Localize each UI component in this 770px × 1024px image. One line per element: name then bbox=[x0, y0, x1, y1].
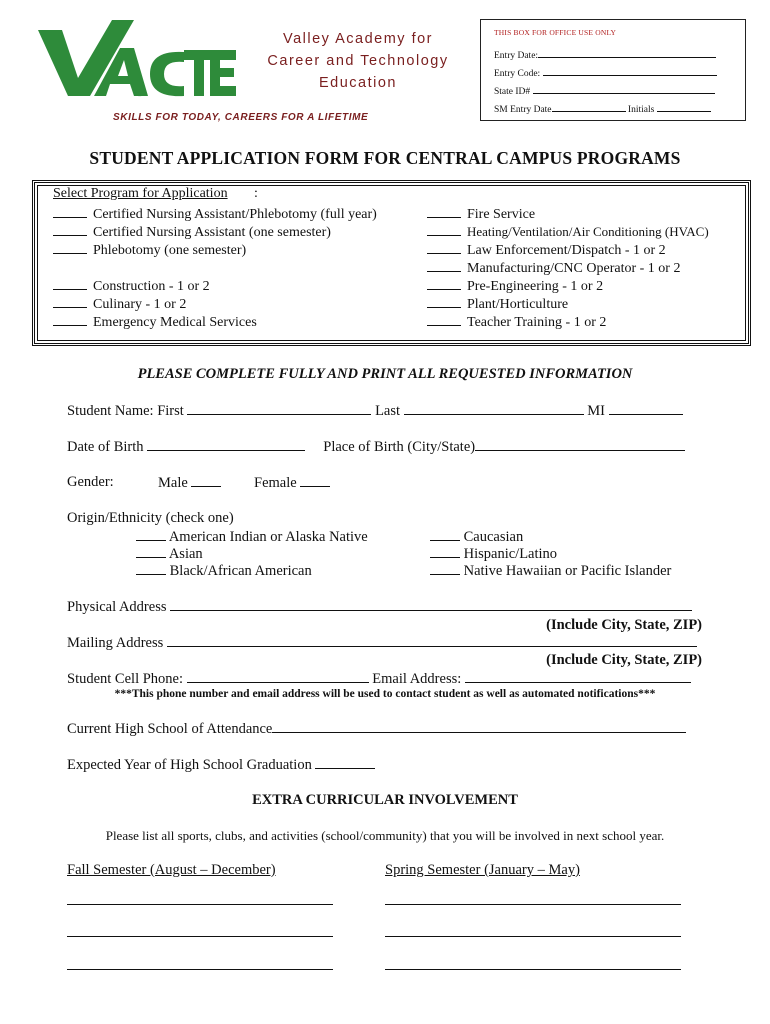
first-name-field[interactable] bbox=[187, 402, 371, 415]
logo-e-shape bbox=[210, 50, 236, 96]
high-school-label: Current High School of Attendance bbox=[67, 721, 273, 737]
checkbox-blank[interactable] bbox=[53, 223, 87, 236]
ethnicity-option[interactable]: Native Hawaiian or Pacific Islander bbox=[430, 562, 671, 580]
cell-phone-label: Student Cell Phone: bbox=[67, 671, 183, 687]
fall-activity-line[interactable] bbox=[67, 969, 333, 970]
ethnicity-option[interactable]: Caucasian bbox=[430, 528, 523, 546]
ethnicity-option[interactable]: Black/African American bbox=[136, 562, 312, 580]
initials-label: Initials bbox=[627, 105, 655, 115]
school-name-line1: Valley Academy for bbox=[282, 31, 434, 47]
gender-female[interactable] bbox=[254, 474, 330, 492]
ethnicity-option[interactable]: Asian bbox=[136, 545, 203, 563]
pob-field[interactable] bbox=[475, 438, 685, 451]
grad-year-label: Expected Year of High School Graduation bbox=[67, 757, 312, 773]
entry-code-label: Entry Code: bbox=[494, 69, 541, 79]
fall-activity-line[interactable] bbox=[67, 936, 333, 937]
sm-entry-date-line[interactable] bbox=[552, 99, 626, 112]
program-option[interactable]: Construction - 1 or 2 bbox=[53, 277, 210, 295]
instructions-heading: PLEASE COMPLETE FULLY AND PRINT ALL REQUESTED INFORMATION bbox=[137, 366, 633, 382]
physical-address-row bbox=[67, 598, 692, 616]
ethnicity-label: Origin/Ethnicity (check one) bbox=[67, 510, 234, 526]
svg-text:VACTE: VACTE bbox=[138, 97, 142, 98]
email-label: Email Address: bbox=[372, 671, 462, 687]
first-name-label: Student Name: First bbox=[67, 403, 184, 419]
spring-activity-line[interactable] bbox=[385, 936, 681, 937]
extracurricular-note: Please list all sports, clubs, and activities (school/community) that you will be involved in next school year. bbox=[105, 828, 665, 843]
grad-year-row bbox=[67, 756, 375, 774]
state-id-row bbox=[494, 81, 715, 97]
program-option[interactable]: Certified Nursing Assistant (one semester) bbox=[53, 223, 331, 241]
physical-address-field[interactable] bbox=[170, 598, 692, 611]
contact-notice: ***This phone number and email address will be used to contact student as well as automated notifications*** bbox=[114, 688, 656, 700]
checkbox-blank[interactable] bbox=[427, 223, 461, 236]
extracurricular-heading: EXTRA CURRICULAR INVOLVEMENT bbox=[252, 792, 518, 808]
checkbox-blank[interactable] bbox=[427, 295, 461, 308]
entry-code-line[interactable] bbox=[543, 63, 717, 76]
high-school-field[interactable] bbox=[272, 720, 686, 733]
sm-entry-date-label: SM Entry Date bbox=[494, 105, 552, 115]
vacte-logo bbox=[38, 20, 238, 98]
contact-row bbox=[67, 670, 691, 688]
last-name-field[interactable] bbox=[404, 402, 584, 415]
school-name-line3: Education bbox=[319, 75, 397, 91]
program-option[interactable]: Pre-Engineering - 1 or 2 bbox=[427, 277, 603, 295]
female-field[interactable] bbox=[300, 474, 330, 487]
checkbox-blank[interactable] bbox=[53, 313, 87, 326]
ethnicity-option[interactable]: American Indian or Alaska Native bbox=[136, 528, 368, 546]
program-option[interactable]: Manufacturing/CNC Operator - 1 or 2 bbox=[427, 259, 680, 277]
program-option[interactable]: Heating/Ventilation/Air Conditioning (HVAC) bbox=[427, 223, 709, 240]
logo-c-shape bbox=[150, 52, 184, 96]
physical-address-hint: (Include City, State, ZIP) bbox=[546, 617, 702, 633]
office-box-header: THIS BOX FOR OFFICE USE ONLY bbox=[494, 28, 617, 37]
spring-semester-heading: Spring Semester (January – May) bbox=[385, 862, 580, 878]
state-id-line[interactable] bbox=[533, 81, 715, 94]
pob-label: Place of Birth (City/State) bbox=[323, 439, 476, 455]
program-option[interactable]: Culinary - 1 or 2 bbox=[53, 295, 186, 313]
birth-row bbox=[67, 438, 685, 456]
initials-line[interactable] bbox=[657, 99, 711, 112]
checkbox-blank[interactable] bbox=[427, 277, 461, 290]
spring-activity-line[interactable] bbox=[385, 904, 681, 905]
high-school-row bbox=[67, 720, 686, 738]
male-field[interactable] bbox=[191, 474, 221, 487]
office-use-box bbox=[480, 19, 746, 121]
school-name-line2: Career and Technology bbox=[267, 53, 449, 69]
gender-label: Gender: bbox=[67, 474, 114, 490]
checkbox-blank[interactable] bbox=[53, 277, 87, 290]
last-name-label: Last bbox=[375, 403, 401, 419]
checkbox-blank[interactable] bbox=[427, 205, 461, 218]
form-title: STUDENT APPLICATION FORM FOR CENTRAL CAMPUS PROGRAMS bbox=[89, 148, 681, 168]
physical-address-label: Physical Address bbox=[67, 599, 167, 615]
dob-field[interactable] bbox=[147, 438, 305, 451]
entry-date-line[interactable] bbox=[538, 45, 716, 58]
email-field[interactable] bbox=[465, 670, 691, 683]
ethnicity-option[interactable]: Hispanic/Latino bbox=[430, 545, 557, 563]
male-label: Male bbox=[158, 475, 188, 491]
program-option[interactable]: Phlebotomy (one semester) bbox=[53, 241, 246, 259]
program-option[interactable]: Teacher Training - 1 or 2 bbox=[427, 313, 606, 331]
cell-phone-field[interactable] bbox=[187, 670, 369, 683]
spring-activity-line[interactable] bbox=[385, 969, 681, 970]
fall-semester-heading: Fall Semester (August – December) bbox=[67, 862, 276, 878]
mi-field[interactable] bbox=[609, 402, 683, 415]
sm-entry-row bbox=[494, 99, 711, 115]
program-option[interactable]: Certified Nursing Assistant/Phlebotomy (full year) bbox=[53, 205, 377, 223]
mailing-address-row bbox=[67, 634, 697, 652]
mailing-address-hint: (Include City, State, ZIP) bbox=[546, 652, 702, 668]
program-option[interactable]: Law Enforcement/Dispatch - 1 or 2 bbox=[427, 241, 666, 259]
mailing-address-field[interactable] bbox=[167, 634, 697, 647]
fall-activity-line[interactable] bbox=[67, 904, 333, 905]
school-name bbox=[258, 28, 458, 94]
gender-male[interactable] bbox=[158, 474, 221, 492]
checkbox-blank[interactable] bbox=[427, 241, 461, 254]
student-name-row bbox=[67, 402, 683, 420]
state-id-label: State ID# bbox=[494, 87, 531, 97]
female-label: Female bbox=[254, 475, 297, 491]
checkbox-blank[interactable] bbox=[427, 259, 461, 272]
grad-year-field[interactable] bbox=[315, 756, 375, 769]
checkbox-blank[interactable] bbox=[53, 205, 87, 218]
entry-code-row bbox=[494, 63, 717, 79]
tagline: SKILLS FOR TODAY, CAREERS FOR A LIFETIME bbox=[113, 112, 369, 123]
program-option[interactable]: Emergency Medical Services bbox=[53, 313, 257, 331]
program-option[interactable]: Plant/Horticulture bbox=[427, 295, 568, 313]
entry-date-row bbox=[494, 45, 716, 61]
checkbox-blank[interactable] bbox=[53, 241, 87, 254]
entry-date-label: Entry Date: bbox=[494, 51, 539, 61]
program-option[interactable]: Fire Service bbox=[427, 205, 535, 223]
checkbox-blank[interactable] bbox=[427, 313, 461, 326]
mi-label: MI bbox=[587, 403, 606, 419]
dob-label: Date of Birth bbox=[67, 439, 144, 455]
checkbox-blank[interactable] bbox=[53, 295, 87, 308]
program-heading: Select Program for Application bbox=[53, 186, 228, 201]
mailing-address-label: Mailing Address bbox=[67, 635, 164, 651]
